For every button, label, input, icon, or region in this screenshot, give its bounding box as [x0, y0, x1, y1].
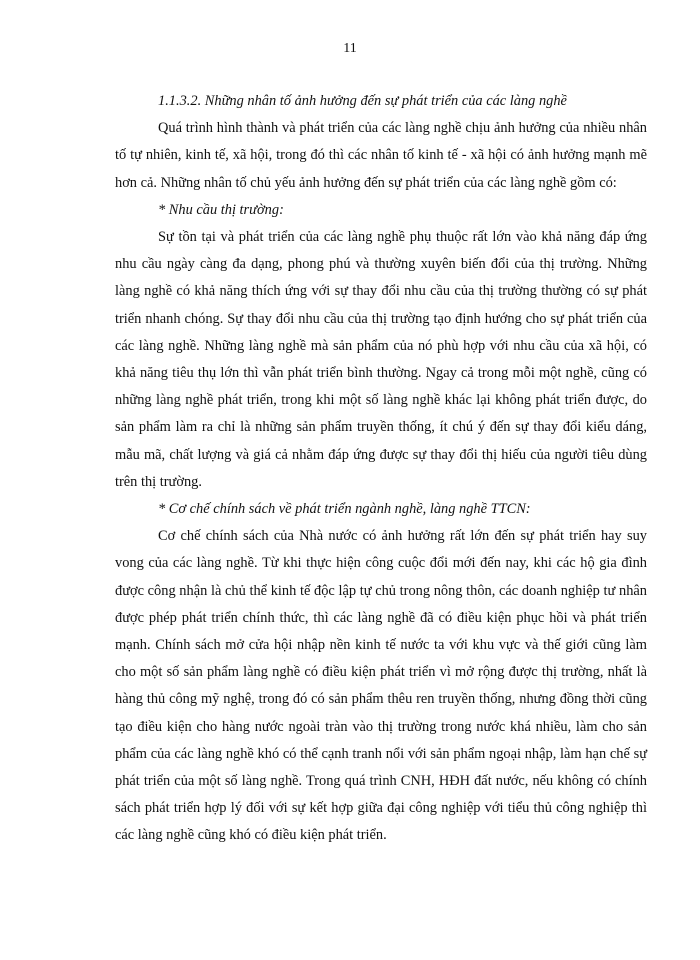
intro-paragraph: Quá trình hình thành và phát triển của các làng nghề chịu ảnh hưởng của nhiều nhân tố tự nhiên, kinh tế, xã hội, trong đó thì các nhân tố kinh tế - xã hội có ảnh hưởng mạnh mẽ hơn cả. Những nhân tố chủ yếu ảnh hưởng đến sự phát triển của các làng nghề gồm có: [115, 120, 647, 191]
factor-paragraph-market-demand: Sự tồn tại và phát triển của các làng nghề phụ thuộc rất lớn vào khả năng đáp ứng nhu cầu ngày càng đa dạng, phong phú và thường xuyên biến đổi của thị trường. Những làng nghề có khả năng thích ứng với sự thay đổi nhu cầu của thị trường thường có sự phát triển nhanh chóng. Sự thay đổi nhu cầu của thị trường tạo định hướng cho sự phát triển của các làng nghề. Những làng nghề mà sản phẩm của nó phù hợp với nhu cầu của xã hội, có khả năng tiêu thụ lớn thì vẫn phát triển bình thường. Ngay cả trong mỗi một nghề, cũng có những làng nghề phát triển, trong khi một số làng nghề khác lại không phát triển được, do sản phẩm làm ra chỉ là những sản phẩm truyền thống, ít chú ý đến sự thay đổi kiểu dáng, mẫu mã, chất lượng và giá cả nhằm đáp ứng được sự thay đổi thị hiếu của người tiêu dùng trên thị trường. [115, 229, 647, 490]
document-body [115, 88, 647, 850]
page-number: 11 [343, 41, 357, 56]
section-heading: 1.1.3.2. Những nhân tố ảnh hưởng đến sự phát triển của các làng nghề [158, 93, 567, 109]
factor-paragraph-policy: Cơ chế chính sách của Nhà nước có ảnh hưởng rất lớn đến sự phát triển hay suy vong của các làng nghề. Từ khi thực hiện công cuộc đổi mới đến nay, khi các hộ gia đình được công nhận là chủ thể kinh tế độc lập tự chủ trong nông thôn, các doanh nghiệp tư nhân được phép phát triển chính thức, thì các làng nghề đã có điều kiện phục hồi và phát triển mạnh. Chính sách mở cửa hội nhập nền kinh tế nước ta với khu vực và thế giới cũng làm cho một số sản phẩm làng nghề có điều kiện phát triển vì mở rộng được thị trường, nhất là hàng thủ công mỹ nghệ, trong đó có sản phẩm thêu ren truyền thống, nhưng đồng thời cũng tạo điều kiện cho hàng nước ngoài tràn vào thị trường trong nước khá nhiều, làm cho sản phẩm của các làng nghề khó có thể cạnh tranh nổi với sản phẩm ngoại nhập, làm hạn chế sự phát triển của một số làng nghề. Trong quá trình CNH, HĐH đất nước, nếu không có chính sách phát triển hợp lý đối với sự kết hợp giữa đại công nghiệp với tiểu thủ công nghiệp thì các làng nghề cũng khó có điều kiện phát triển. [115, 528, 647, 844]
factor-heading-market-demand: * Nhu cầu thị trường: [158, 201, 284, 218]
factor-heading-policy: * Cơ chế chính sách về phát triển ngành nghề, làng nghề TTCN: [158, 501, 531, 518]
